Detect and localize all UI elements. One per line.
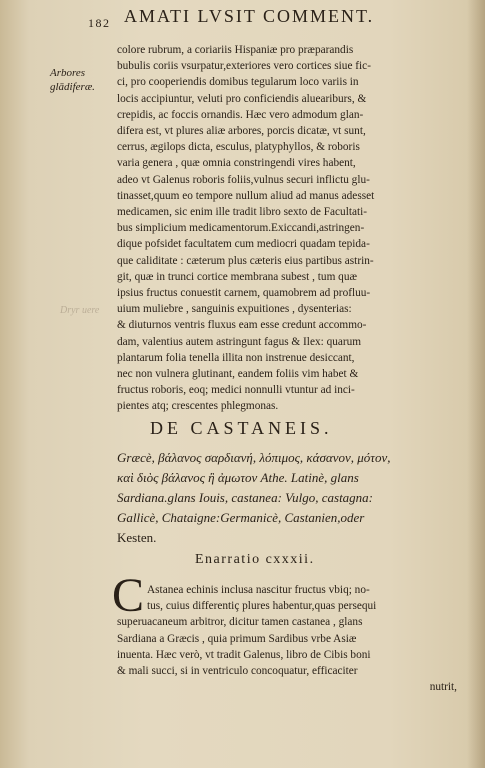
text-line: nec non vulnera glutinant, eandem foliis vim habet & (117, 368, 359, 381)
running-head: AMATI LVSIT COMMENT. (124, 6, 375, 26)
names-line: Græcè, βάλανος σαρδιανή, λόπιμος, κάσανον, μότον, (117, 450, 391, 465)
text-line: medicamen, sic enim ille tradit libro sexto de Facultati- (117, 206, 368, 219)
text-line: ipsius fructus conuestit carnem, quamobrem ad profluu- (117, 287, 371, 300)
text-line: dam, valentius autem astringunt fagus & Ilex: quarum (117, 335, 362, 348)
bleed-through-text: Dryr uere (60, 305, 100, 316)
text-line: colore rubrum, a coriariis Hispaniæ pro præparandis (117, 44, 354, 56)
enarratio-paragraph (117, 582, 457, 695)
page-gutter-shadow (467, 0, 485, 768)
text-line: ci, pro cooperiendis domibus tegularum loco variis in (117, 76, 359, 89)
text-line: bubulis coriis vsurpatur,exteriores vero cortices siue fic- (117, 60, 371, 73)
text-line: pientes atq; crescentes phlegmonas. (117, 400, 279, 413)
text-line: git, quæ in trunci cortice membrana subest , tum quæ (117, 270, 358, 283)
text-line: & diuturnos ventris fluxus eam esse credunt accommo- (117, 319, 367, 332)
text-line: locis accipiuntur, veluti pro conficiendis alueariburs, & (117, 92, 367, 105)
body-text (117, 42, 457, 415)
text-line: inuenta. Hæc verò, vt tradit Galenus, libro de Cibis boni (117, 648, 371, 661)
marginal-note: Arbores glādiferæ. (50, 67, 95, 93)
text-line: uium muliebre , sanguinis expuitiones , dysenterias: (117, 303, 352, 316)
text-line: bus simplicium medicamentorum.Exiccandi,astringen- (117, 222, 365, 235)
text-line: varia genera , quæ omnia constringendi vires habent, (117, 157, 356, 170)
text-line: tus, cuius differentiç plures habentur,quas persequi (147, 600, 377, 613)
text-line: crepidis, ac foccis ornandis. Hæc vero admodum glan- (117, 108, 364, 121)
names-line: Sardiana.glans Iouis, castanea: Vulgo, castagna: (117, 490, 374, 505)
text-line: superuacaneum arbitror, dicitur tamen castanea , glans (117, 616, 363, 629)
text-line: tinasset,quum eo tempore nullum aliud ad manus adesset (117, 189, 375, 202)
enarratio-heading: Enarratio cxxxii. (195, 552, 315, 567)
text-line: nutrit, (429, 681, 457, 694)
text-line: cerrus, ægilops dicta, esculus, platyphyllos, & roboris (117, 141, 360, 154)
text-line: dique pofsidet facultatem cum mediocri quadam tepida- (117, 238, 370, 251)
text-line: que caliditate : cæterum plus cæteris eius partibus astrin- (117, 254, 374, 267)
section-title: DE CASTANEIS. (150, 418, 333, 438)
text-line: plantarum folia tenella illita non instrenue desiccant, (117, 351, 355, 364)
page-header (88, 6, 458, 30)
plant-names (117, 448, 462, 548)
page-number: 182 (88, 16, 111, 30)
text-line: adeo vt Galenus roboris foliis,vulnus securi inflictu glu- (117, 173, 370, 186)
text-line: difera est, vt plures aliæ arbores, porcis dicatæ, vt sunt, (117, 125, 366, 138)
names-line: καὶ διὸς βάλανος ἢ ἀμωτον Athe. Latinè, glans (117, 470, 359, 485)
names-line: Kesten. (117, 530, 157, 545)
text-line: Astanea echinis inclusa nascitur fructus vbiq; no- (147, 584, 370, 596)
text-line: Sardiana a Græcis , quia primum Sardibus vrbe Asiæ (117, 632, 357, 645)
names-line: Gallicè, Chataigne:Germanicè, Castanien,oder (117, 510, 365, 525)
text-line: & mali succi, si in ventriculo concoquatur, efficaciter (117, 665, 358, 678)
drop-cap: C (112, 569, 145, 622)
text-line: fructus roboris, eoq; medici nonnulli vtuntur ad inci- (117, 384, 355, 397)
